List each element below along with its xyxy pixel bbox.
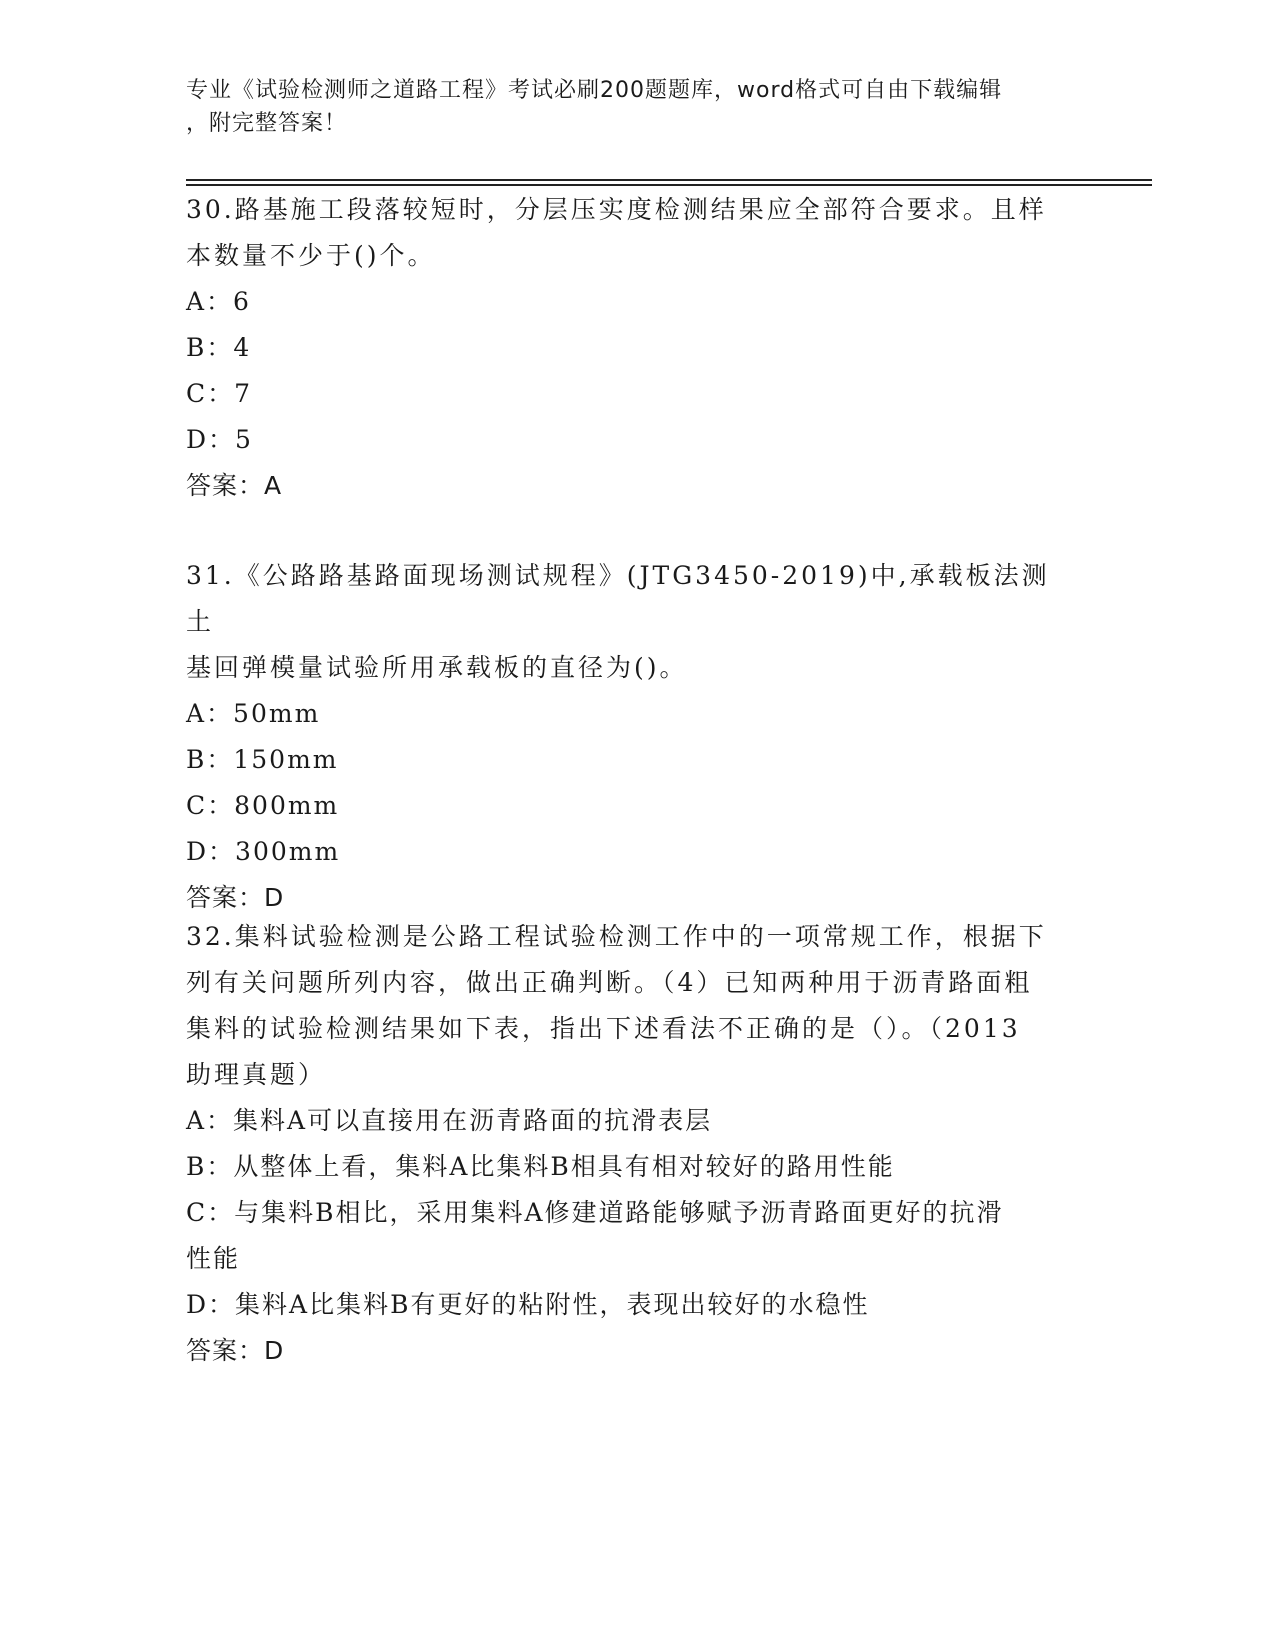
question-stem-line: 本数量不少于()个。 <box>186 241 436 270</box>
option-c: C：与集料B相比，采用集料A修建道路能够赋予沥青路面更好的抗滑 <box>186 1198 1004 1227</box>
answer-line: 答案：D <box>186 883 285 912</box>
question-stem-line: 集料的试验检测结果如下表，指出下述看法不正确的是（）。（2013 <box>186 1014 1021 1043</box>
question-stem-line: 基回弹模量试验所用承载板的直径为()。 <box>186 653 688 682</box>
question-30 <box>186 187 1066 509</box>
question-stem-line: 助理真题） <box>186 1060 327 1089</box>
question-stem-line: 31.《公路路基路面现场测试规程》(JTG3450-2019)中,承载板法测土 <box>186 561 1050 636</box>
option-c: C：800mm <box>186 791 340 820</box>
question-32 <box>186 914 1066 1374</box>
option-d: D：集料A比集料B有更好的粘附性，表现出较好的水稳性 <box>186 1290 870 1319</box>
header-divider-bottom <box>186 184 1152 186</box>
question-31 <box>186 553 1066 921</box>
header-line-2: ，附完整答案！ <box>186 111 348 136</box>
option-c: C：7 <box>186 379 253 408</box>
option-b: B：从整体上看，集料A比集料B相具有相对较好的路用性能 <box>186 1152 895 1181</box>
option-a: A：50mm <box>186 699 321 728</box>
option-a: A：6 <box>186 287 251 316</box>
answer-line: 答案：A <box>186 471 283 500</box>
header-divider-top <box>186 179 1152 181</box>
option-b: B：4 <box>186 333 252 362</box>
document-header <box>186 74 1066 140</box>
option-c-continued: 性能 <box>186 1244 241 1273</box>
answer-line: 答案：D <box>186 1336 285 1365</box>
question-stem-line: 30.路基施工段落较短时，分层压实度检测结果应全部符合要求。且样 <box>186 195 1047 224</box>
option-d: D：300mm <box>186 837 341 866</box>
question-stem-line: 32.集料试验检测是公路工程试验检测工作中的一项常规工作，根据下 <box>186 922 1047 951</box>
option-a: A：集料A可以直接用在沥青路面的抗滑表层 <box>186 1106 713 1135</box>
question-stem-line: 列有关问题所列内容，做出正确判断。（4）已知两种用于沥青路面粗 <box>186 968 1033 997</box>
option-b: B：150mm <box>186 745 339 774</box>
header-line-1: 专业《试验检测师之道路工程》考试必刷200题题库，word格式可自由下载编辑 <box>186 78 1003 103</box>
option-d: D：5 <box>186 425 253 454</box>
